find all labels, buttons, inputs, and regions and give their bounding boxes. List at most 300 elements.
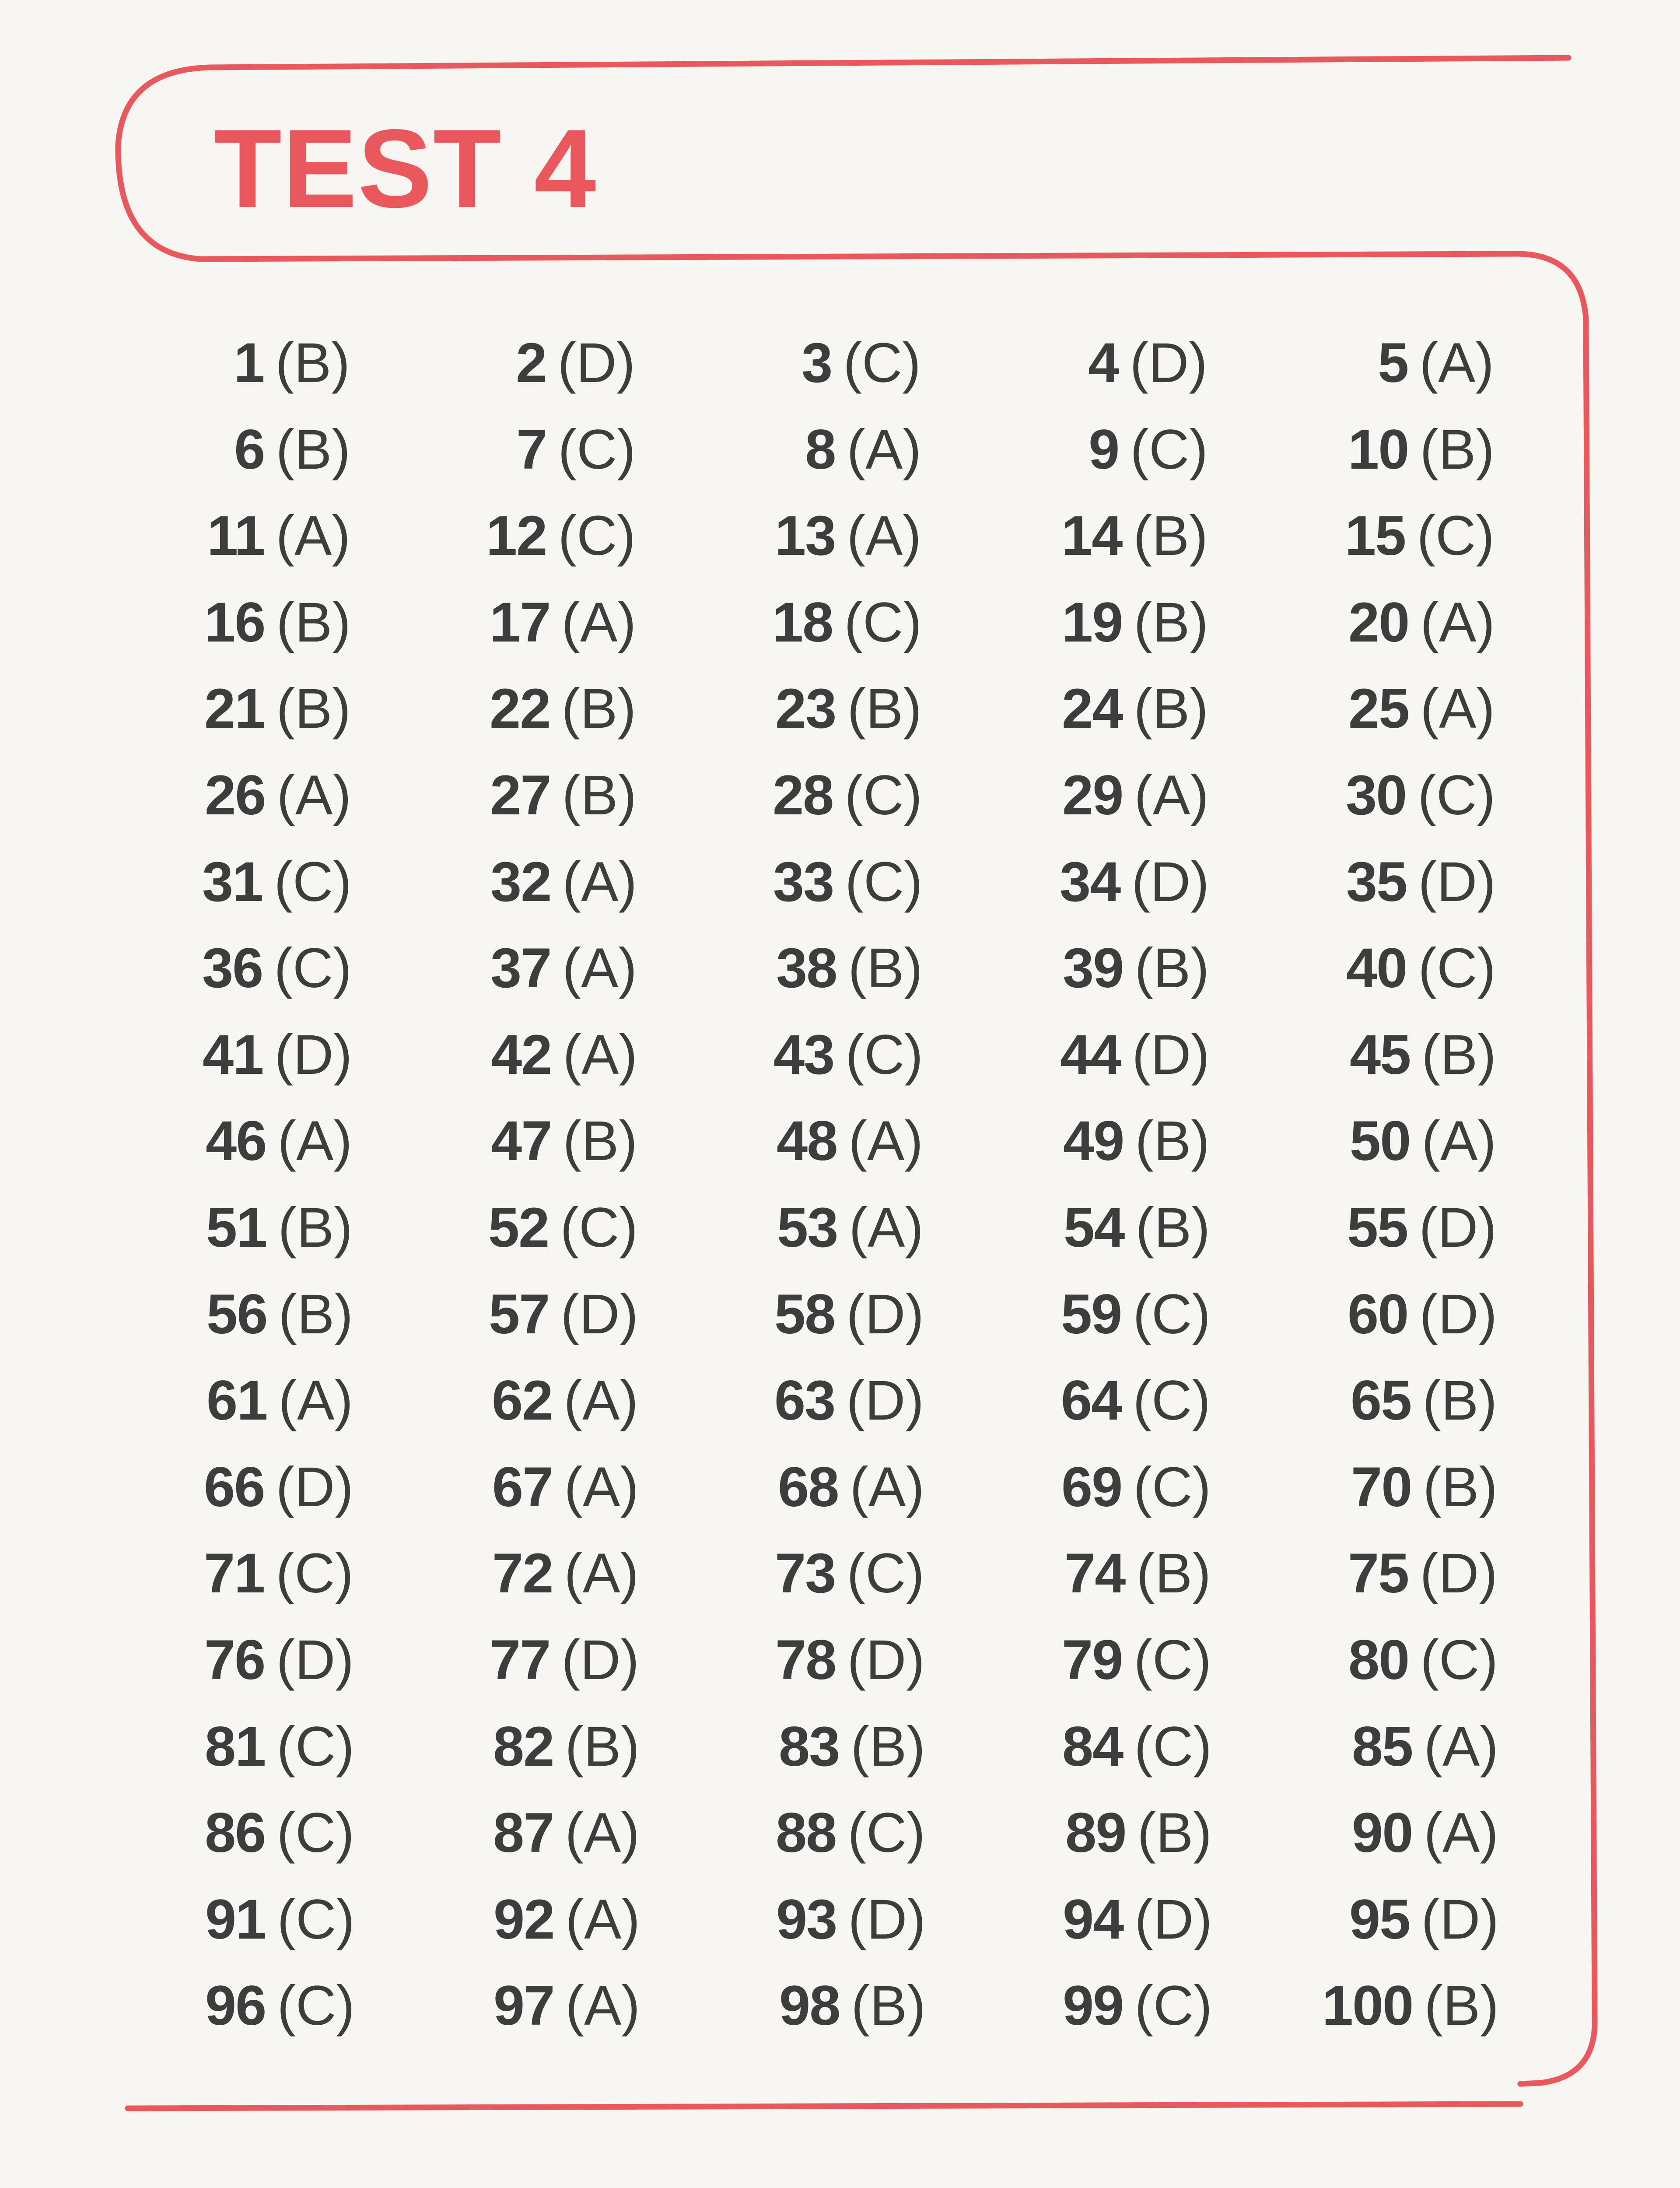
answer-item (777, 1193, 924, 1263)
answer-item (1352, 1798, 1498, 1868)
answer-choice: (C) (276, 1802, 354, 1864)
answer-choice: (D) (557, 332, 635, 394)
question-number: 24 (1062, 677, 1123, 740)
question-number: 94 (1062, 1888, 1124, 1951)
answer-item (1062, 761, 1209, 831)
question-number: 32 (490, 851, 551, 913)
answer-item (1350, 1020, 1496, 1090)
question-number: 36 (202, 937, 263, 999)
answer-item (1346, 761, 1495, 831)
answer-row (0, 1712, 1680, 1782)
answer-choice: (B) (1422, 1369, 1497, 1432)
answer-item (516, 415, 636, 485)
answer-choice: (B) (563, 1110, 637, 1172)
answer-choice: (A) (276, 764, 351, 827)
answer-choice: (B) (1134, 591, 1208, 654)
question-number: 76 (204, 1629, 265, 1691)
answer-row (0, 1885, 1680, 1955)
answer-item (203, 1020, 352, 1090)
question-number: 22 (490, 677, 550, 740)
question-number: 99 (1062, 1974, 1124, 2037)
answer-choice: (C) (1418, 764, 1495, 827)
question-number: 79 (1061, 1629, 1123, 1691)
answer-row (0, 1280, 1680, 1350)
answer-choice: (B) (275, 332, 350, 394)
answer-choice: (D) (1419, 1196, 1497, 1259)
question-number: 92 (494, 1888, 554, 1951)
question-number: 33 (773, 851, 834, 913)
question-number: 29 (1062, 764, 1123, 827)
answer-choice: (C) (274, 851, 352, 913)
answer-item (1346, 847, 1496, 917)
answer-item (1352, 1712, 1498, 1782)
answer-item (207, 501, 350, 571)
question-number: 90 (1352, 1802, 1413, 1864)
answer-item (772, 588, 922, 658)
answer-item (204, 1625, 354, 1695)
answer-choice: (D) (276, 1629, 354, 1691)
answer-item (494, 1885, 640, 1955)
answer-choice: (B) (1424, 1974, 1499, 2037)
question-number: 25 (1348, 677, 1409, 740)
answer-choice: (B) (278, 1196, 353, 1259)
answer-item (1351, 1366, 1497, 1436)
answer-choice: (A) (565, 1888, 640, 1951)
question-number: 48 (777, 1110, 837, 1172)
question-number: 74 (1064, 1542, 1125, 1605)
question-number: 13 (775, 505, 836, 567)
question-number: 5 (1378, 332, 1408, 394)
answer-choice: (B) (562, 764, 637, 827)
question-number: 27 (490, 764, 551, 827)
answer-item (1088, 328, 1208, 398)
answer-row (0, 588, 1680, 658)
answer-row (0, 1539, 1680, 1609)
answer-choice: (B) (561, 677, 636, 740)
question-number: 8 (805, 418, 836, 481)
answer-choice: (D) (276, 1456, 354, 1518)
answer-item (773, 761, 922, 831)
answer-item (204, 674, 351, 744)
answer-item (205, 1971, 355, 2041)
answer-item (493, 1798, 640, 1868)
answer-item (1378, 328, 1494, 398)
answer-item (490, 847, 637, 917)
question-number: 68 (778, 1456, 839, 1518)
answer-item (774, 1280, 924, 1350)
question-number: 54 (1064, 1196, 1124, 1259)
question-number: 44 (1060, 1024, 1121, 1086)
answer-choice: (C) (274, 937, 352, 999)
answer-choice: (C) (1134, 1974, 1212, 2037)
question-number: 75 (1348, 1542, 1409, 1605)
answer-choice: (B) (1135, 1110, 1210, 1172)
answer-choice: (A) (1420, 591, 1495, 654)
answer-choice: (B) (847, 677, 922, 740)
answer-choice: (D) (1134, 1888, 1212, 1951)
question-number: 42 (491, 1024, 552, 1086)
answer-item (1062, 588, 1208, 658)
answer-choice: (A) (848, 1110, 923, 1172)
answer-item (492, 1539, 639, 1609)
question-number: 3 (802, 332, 832, 394)
answer-choice: (C) (1134, 1715, 1212, 1778)
answer-item (775, 501, 921, 571)
answer-choice: (C) (277, 1888, 355, 1951)
answer-choice: (C) (277, 1974, 355, 2037)
answer-choice: (B) (276, 418, 350, 481)
answer-choice: (A) (847, 505, 921, 567)
question-number: 78 (775, 1629, 836, 1691)
answer-item (1348, 415, 1494, 485)
answer-choice: (D) (560, 1283, 638, 1346)
answer-choice: (C) (558, 505, 636, 567)
question-number: 65 (1351, 1369, 1411, 1432)
question-number: 45 (1350, 1024, 1410, 1086)
question-number: 83 (779, 1715, 840, 1778)
answer-item (1348, 1625, 1498, 1695)
answer-item (489, 1280, 638, 1350)
answer-item (1060, 1020, 1210, 1090)
question-number: 84 (1062, 1715, 1123, 1778)
answer-item (202, 847, 352, 917)
answer-choice: (B) (1137, 1802, 1212, 1864)
answer-choice: (D) (1419, 1283, 1497, 1346)
question-number: 71 (203, 1542, 265, 1605)
answer-item (206, 1193, 353, 1263)
question-number: 11 (207, 505, 265, 567)
answer-choice: (C) (1420, 1629, 1498, 1691)
answer-choice: (C) (276, 1715, 354, 1778)
answer-choice: (B) (1420, 418, 1494, 481)
question-number: 85 (1352, 1715, 1413, 1778)
answer-row (0, 328, 1680, 398)
answer-choice: (B) (1136, 1542, 1211, 1605)
answer-choice: (A) (1424, 1715, 1498, 1778)
answer-item (493, 1712, 640, 1782)
answer-item (490, 761, 637, 831)
answer-item (1064, 1539, 1211, 1609)
answer-item (516, 328, 635, 398)
answer-choice: (B) (850, 1715, 925, 1778)
answer-choice: (A) (565, 1974, 640, 2037)
answer-choice: (B) (1135, 1196, 1210, 1259)
answer-choice: (B) (276, 677, 351, 740)
question-number: 6 (234, 418, 265, 481)
question-number: 21 (204, 677, 265, 740)
answer-row (0, 1971, 1680, 2041)
question-number: 89 (1065, 1802, 1126, 1864)
answer-item (775, 1625, 925, 1695)
question-number: 14 (1061, 505, 1122, 567)
question-number: 30 (1345, 764, 1407, 827)
answer-item (1063, 1971, 1212, 2041)
answer-item (1351, 1452, 1498, 1522)
answer-choice: (B) (276, 591, 351, 654)
question-number: 16 (204, 591, 265, 654)
answer-item (1322, 1971, 1499, 2041)
answer-item (1349, 1885, 1499, 1955)
page-title: TEST 4 (214, 106, 597, 231)
answer-row (0, 847, 1680, 917)
question-number: 72 (492, 1542, 553, 1605)
question-number: 97 (494, 1974, 554, 2037)
question-number: 61 (206, 1369, 267, 1432)
answer-item (776, 1885, 926, 1955)
answer-choice: (B) (848, 937, 923, 999)
answer-item (205, 761, 351, 831)
answer-row (0, 415, 1680, 485)
answer-choice: (D) (846, 1369, 924, 1432)
answer-choice: (A) (277, 1110, 352, 1172)
question-number: 56 (206, 1283, 267, 1346)
question-number: 28 (772, 764, 833, 827)
answer-choice: (C) (844, 764, 922, 827)
question-number: 53 (777, 1196, 838, 1259)
answer-choice: (A) (1424, 1802, 1498, 1864)
answer-choice: (B) (278, 1283, 353, 1346)
question-number: 73 (774, 1542, 836, 1605)
answer-row (0, 933, 1680, 1003)
answer-item (1063, 933, 1209, 1003)
question-number: 35 (1346, 851, 1407, 913)
answer-item (779, 1971, 926, 2041)
answer-choice: (D) (846, 1283, 924, 1346)
answer-item (1348, 1280, 1497, 1350)
question-number: 69 (1061, 1456, 1122, 1518)
answer-choice: (A) (565, 1802, 640, 1864)
answer-item (1063, 1885, 1212, 1955)
answer-choice: (A) (564, 1542, 639, 1605)
answer-item (486, 501, 636, 571)
answer-choice: (C) (1418, 937, 1496, 999)
question-number: 10 (1348, 418, 1409, 481)
question-number: 41 (202, 1024, 263, 1086)
answer-item (205, 1885, 355, 1955)
question-number: 60 (1347, 1283, 1408, 1346)
question-number: 98 (779, 1974, 840, 2037)
answer-choice: (D) (847, 1629, 925, 1691)
question-number: 31 (202, 851, 263, 913)
answer-item (234, 415, 350, 485)
answer-item (491, 1106, 637, 1176)
question-number: 18 (772, 591, 833, 654)
answer-choice: (D) (1130, 332, 1208, 394)
question-number: 9 (1088, 418, 1119, 481)
answer-item (1061, 1452, 1211, 1522)
answer-item (773, 847, 923, 917)
question-number: 23 (775, 677, 836, 740)
question-number: 15 (1344, 505, 1406, 567)
answer-choice: (C) (844, 591, 922, 654)
answer-item (1065, 1798, 1212, 1868)
question-number: 52 (488, 1196, 549, 1259)
question-number: 12 (486, 505, 547, 567)
answer-item (1064, 1193, 1210, 1263)
answer-choice: (A) (561, 591, 636, 654)
answer-choice: (D) (1418, 851, 1496, 913)
question-number: 59 (1060, 1283, 1122, 1346)
answer-item (492, 1452, 639, 1522)
question-number: 40 (1346, 937, 1407, 999)
answer-item (775, 1539, 924, 1609)
answer-item (490, 1625, 639, 1695)
answer-item (206, 1106, 352, 1176)
answer-row (0, 1106, 1680, 1176)
answer-item (234, 328, 350, 398)
question-number: 64 (1060, 1369, 1122, 1432)
answer-row (0, 674, 1680, 744)
answer-choice: (D) (274, 1024, 352, 1086)
question-number: 34 (1059, 851, 1120, 913)
answer-choice: (D) (1132, 1024, 1210, 1086)
answer-choice: (C) (845, 851, 923, 913)
answer-item (1062, 1712, 1212, 1782)
question-number: 49 (1063, 1110, 1124, 1172)
answer-item (490, 588, 636, 658)
question-number: 51 (206, 1196, 267, 1259)
question-number: 81 (204, 1715, 266, 1778)
answer-item (1062, 1625, 1211, 1695)
answer-row (0, 1798, 1680, 1868)
answer-choice: (A) (276, 505, 350, 567)
question-number: 20 (1348, 591, 1409, 654)
answer-choice: (A) (1419, 332, 1494, 394)
answer-item (1347, 1193, 1497, 1263)
answer-item (205, 1712, 354, 1782)
answer-item (206, 1366, 353, 1436)
answer-item (205, 1798, 354, 1868)
answer-row (0, 501, 1680, 571)
answer-item (490, 674, 636, 744)
question-number: 77 (489, 1629, 550, 1691)
answer-item (204, 588, 351, 658)
answer-item (206, 1280, 353, 1350)
question-number: 66 (203, 1456, 265, 1518)
answer-choice: (B) (851, 1974, 926, 2037)
answer-choice: (C) (1133, 1369, 1211, 1432)
answer-item (494, 1971, 640, 2041)
answer-item (1348, 1539, 1498, 1609)
answer-row (0, 1625, 1680, 1695)
answer-item (1350, 1106, 1496, 1176)
answer-item (490, 933, 637, 1003)
question-number: 93 (776, 1888, 837, 1951)
answer-item (777, 1106, 923, 1176)
answer-item (1348, 674, 1495, 744)
question-number: 38 (776, 937, 837, 999)
answer-item (774, 1366, 924, 1436)
question-number: 7 (516, 418, 547, 481)
answer-choice: (C) (1134, 1629, 1211, 1691)
answer-row (0, 1452, 1680, 1522)
answer-item (775, 674, 922, 744)
answer-choice: (B) (1134, 937, 1209, 999)
question-number: 39 (1063, 937, 1124, 999)
answer-choice: (C) (1130, 418, 1208, 481)
question-number: 4 (1088, 332, 1119, 394)
answer-choice: (A) (278, 1369, 353, 1432)
answer-item (204, 1539, 354, 1609)
answer-item (488, 1193, 638, 1263)
answer-item (202, 933, 352, 1003)
answer-item (492, 1366, 638, 1436)
question-number: 2 (516, 332, 546, 394)
answer-choice: (D) (1131, 851, 1209, 913)
question-number: 55 (1347, 1196, 1408, 1259)
answer-choice: (C) (1133, 1283, 1211, 1346)
question-number: 26 (205, 764, 266, 827)
answer-row (0, 1193, 1680, 1263)
answer-choice: (C) (847, 1802, 925, 1864)
answer-item (1061, 501, 1208, 571)
answer-choice: (C) (1417, 505, 1494, 567)
question-number: 82 (493, 1715, 554, 1778)
answer-row (0, 1020, 1680, 1090)
answer-item (778, 1452, 924, 1522)
answer-choice: (A) (1134, 764, 1209, 827)
answer-choice: (A) (564, 1456, 639, 1518)
answer-choice: (A) (1421, 1110, 1496, 1172)
question-number: 95 (1349, 1888, 1410, 1951)
question-number: 87 (493, 1802, 554, 1864)
question-number: 70 (1351, 1456, 1412, 1518)
answer-choice: (C) (843, 332, 921, 394)
answer-item (805, 415, 921, 485)
question-number: 63 (774, 1369, 835, 1432)
answer-choice: (C) (845, 1024, 923, 1086)
answer-choice: (A) (850, 1456, 924, 1518)
answer-item (1088, 415, 1208, 485)
answer-choice: (A) (849, 1196, 924, 1259)
answer-choice: (B) (1134, 677, 1208, 740)
question-number: 57 (488, 1283, 550, 1346)
answer-choice: (D) (1421, 1888, 1499, 1951)
answer-choice: (D) (848, 1888, 926, 1951)
answer-choice: (D) (1420, 1542, 1498, 1605)
question-number: 19 (1062, 591, 1123, 654)
answer-item (1063, 1106, 1210, 1176)
answer-item (776, 1798, 925, 1868)
answer-item (1348, 588, 1495, 658)
answer-choice: (C) (558, 418, 636, 481)
answer-row (0, 761, 1680, 831)
answer-choice: (C) (847, 1542, 924, 1605)
answer-item (1060, 847, 1209, 917)
answer-row (0, 1366, 1680, 1436)
question-number: 50 (1350, 1110, 1410, 1172)
answer-choice: (A) (564, 1369, 638, 1432)
answer-choice: (C) (1133, 1456, 1211, 1518)
answer-choice: (C) (276, 1542, 354, 1605)
answer-choice: (B) (1423, 1456, 1498, 1518)
question-number: 88 (775, 1802, 836, 1864)
question-number: 46 (206, 1110, 266, 1172)
answer-choice: (A) (1420, 677, 1495, 740)
question-number: 1 (234, 332, 264, 394)
question-number: 43 (773, 1024, 834, 1086)
answer-choice: (B) (1133, 505, 1208, 567)
answer-choice: (D) (561, 1629, 639, 1691)
question-number: 67 (492, 1456, 553, 1518)
question-number: 91 (205, 1888, 266, 1951)
question-number: 62 (492, 1369, 553, 1432)
question-number: 86 (204, 1802, 266, 1864)
answer-item (776, 933, 923, 1003)
answer-item (779, 1712, 925, 1782)
answer-choice: (A) (562, 937, 637, 999)
question-number: 37 (490, 937, 551, 999)
